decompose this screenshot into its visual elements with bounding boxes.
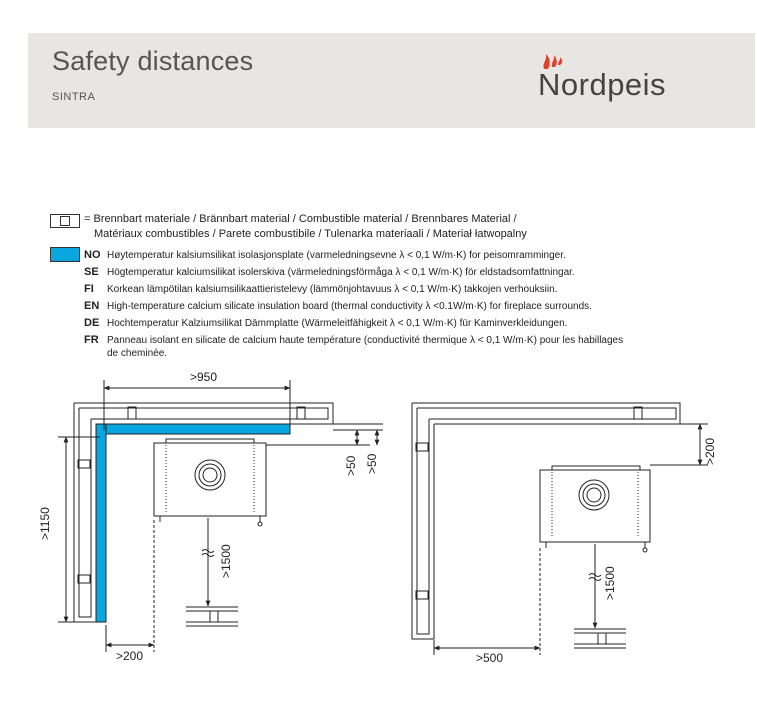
page-title: Safety distances [52, 46, 254, 76]
page-subtitle: SINTRA [52, 91, 96, 103]
combustible-label-line1: = Brennbart materiale / Brännbart material / Combustible material / Brennbares Material / [84, 213, 517, 225]
right-diagram [412, 403, 708, 655]
dim-1150-label: >1150 [38, 507, 52, 540]
combustible-label-line2: Matériaux combustibles / Parete combustibile / Tulenarka materiaali / Materiał łatwopalny [94, 228, 527, 240]
dim-200-label: >200 [116, 649, 144, 663]
dim-950-label: >950 [190, 370, 218, 384]
dim-1500-right-label: >1500 [603, 566, 617, 600]
dim-50a-label: >50 [344, 455, 358, 476]
dim-500-label: >500 [476, 651, 504, 665]
dim-50b-label: >50 [365, 453, 379, 474]
left-diagram [58, 380, 383, 652]
dim-200-right-label: >200 [703, 437, 717, 465]
dim-1500-left-label: >1500 [219, 544, 233, 578]
logo-text: Nordpeis [538, 67, 667, 102]
